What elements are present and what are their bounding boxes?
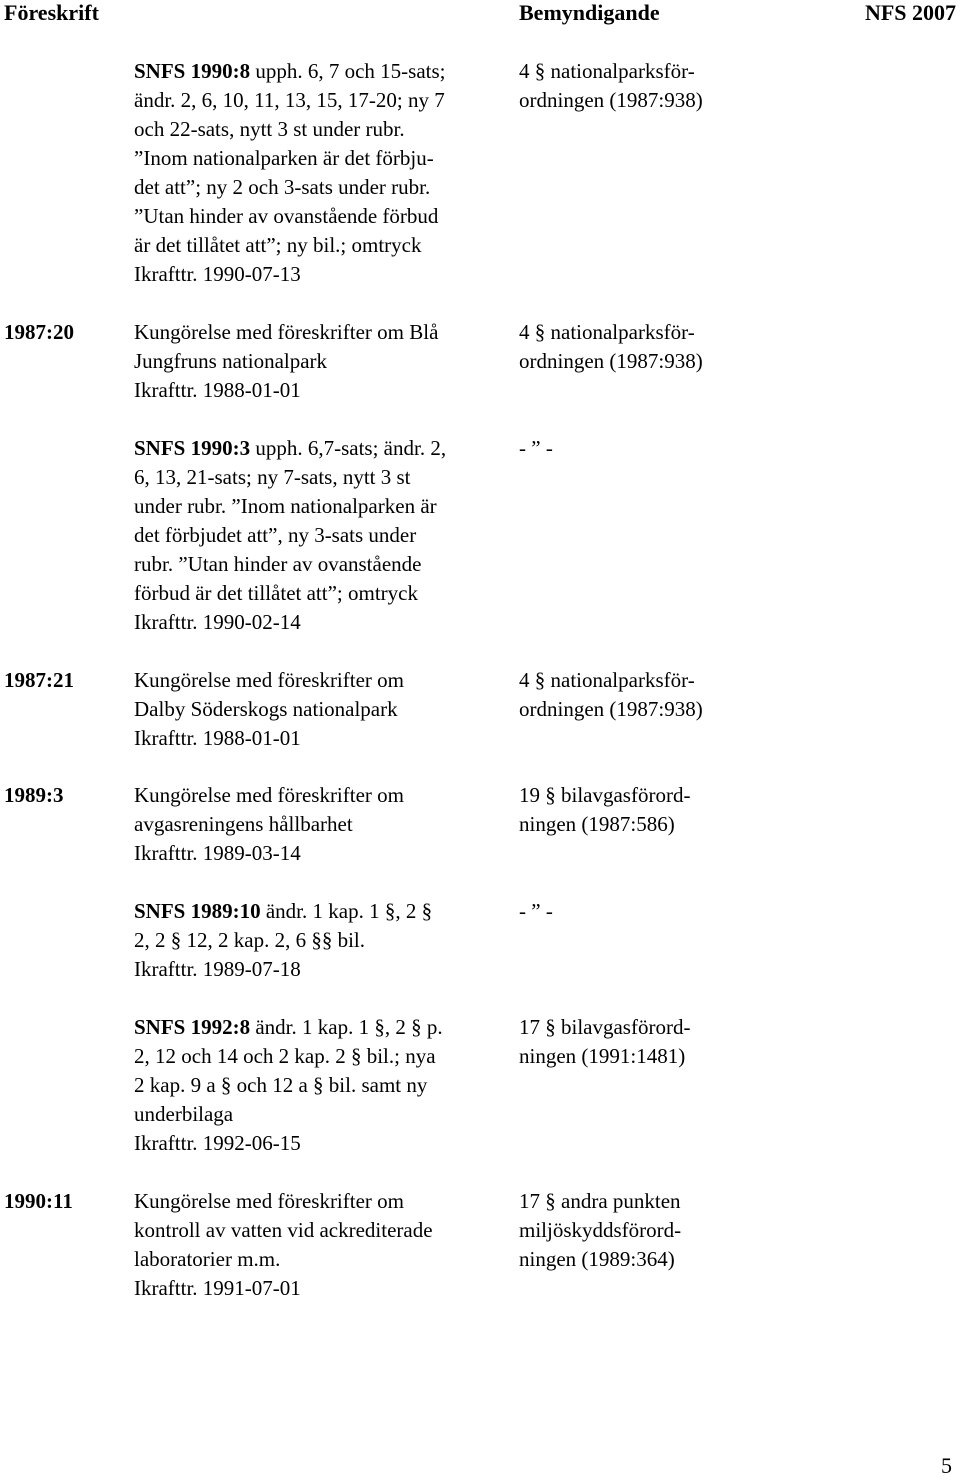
entry-text xyxy=(134,1187,504,1303)
authority-line: ordningen (1987:938) xyxy=(519,349,703,373)
entry-line xyxy=(134,839,504,868)
entry-line xyxy=(134,695,504,724)
authority-line: - ” - xyxy=(519,899,553,923)
header-bemyndigande: Bemyndigande xyxy=(519,0,660,25)
entry-line xyxy=(134,347,504,376)
entry-id: 1987:21 xyxy=(4,668,74,692)
entry-line-text: ändr. 2, 6, 10, 11, 13, 15, 17-20; ny 7 xyxy=(134,88,445,112)
entry-line-text: Ikrafttr. 1991-07-01 xyxy=(134,1276,301,1300)
entry-line-text: 2 kap. 9 a § och 12 a § bil. samt ny xyxy=(134,1073,428,1097)
entry-line xyxy=(134,1187,504,1216)
entry-line-text: Dalby Söderskogs nationalpark xyxy=(134,697,398,721)
entry-authority xyxy=(519,57,779,115)
entry-line-text: ”Inom nationalparken är det förbju- xyxy=(134,146,434,170)
entry-line xyxy=(134,521,504,550)
entry-line-text: laboratorier m.m. xyxy=(134,1247,281,1271)
entry-line xyxy=(134,492,504,521)
entry-text xyxy=(134,897,504,984)
entry-line xyxy=(134,579,504,608)
entry-line-text: Kungörelse med föreskrifter om xyxy=(134,1189,404,1213)
entry-ref: SNFS 1990:8 xyxy=(134,59,251,83)
entry-line-text: Kungörelse med föreskrifter om xyxy=(134,668,404,692)
entry-text xyxy=(134,318,504,405)
entry-line-text: ”Utan hinder av ovanstående förbud xyxy=(134,204,439,228)
entry-id: 1989:3 xyxy=(4,783,64,807)
entry-line xyxy=(134,926,504,955)
entry-line-text: Kungörelse med föreskrifter om Blå xyxy=(134,320,439,344)
header-foreskrift: Föreskrift xyxy=(4,0,99,25)
entry-line-text: ändr. 1 kap. 1 §, 2 § p. xyxy=(250,1015,443,1039)
entry-line xyxy=(134,260,504,289)
entry-line xyxy=(134,1216,504,1245)
entry-line-text: avgasreningens hållbarhet xyxy=(134,812,353,836)
entry-line-text: Ikrafttr. 1989-07-18 xyxy=(134,957,301,981)
entry-line-text: Ikrafttr. 1989-03-14 xyxy=(134,841,301,865)
entry-line-text: Kungörelse med föreskrifter om xyxy=(134,783,404,807)
entry-line xyxy=(134,376,504,405)
authority-line: 19 § bilavgasförord- xyxy=(519,783,691,807)
authority-line: miljöskyddsförord- xyxy=(519,1218,682,1242)
entry-line-text: Jungfruns nationalpark xyxy=(134,349,328,373)
entry-line xyxy=(134,231,504,260)
entry-text xyxy=(134,666,504,753)
entry-line-text: förbud är det tillåtet att”; omtryck xyxy=(134,581,418,605)
entry-authority xyxy=(519,897,779,926)
authority-line: 17 § bilavgasförord- xyxy=(519,1015,691,1039)
entry-text xyxy=(134,1013,504,1158)
entry-authority xyxy=(519,1187,779,1274)
entry-line xyxy=(134,955,504,984)
entry-line xyxy=(134,463,504,492)
entry-line-text: Ikrafttr. 1992-06-15 xyxy=(134,1131,301,1155)
entry-line-text: och 22-sats, nytt 3 st under rubr. xyxy=(134,117,405,141)
entry-ref: SNFS 1992:8 xyxy=(134,1015,251,1039)
entry-line xyxy=(134,434,504,463)
entry-line xyxy=(134,57,504,86)
entry-ref: SNFS 1989:10 xyxy=(134,899,261,923)
entry-line-text: Ikrafttr. 1990-02-14 xyxy=(134,610,301,634)
entry-line-text: är det tillåtet att”; ny bil.; omtryck xyxy=(134,233,422,257)
entry-authority xyxy=(519,434,779,463)
entry-line-text: ändr. 1 kap. 1 §, 2 § xyxy=(260,899,433,923)
entry-id: 1990:11 xyxy=(4,1189,73,1213)
entry-authority xyxy=(519,318,779,376)
authority-line: - ” - xyxy=(519,436,553,460)
entry-line-text: 2, 2 § 12, 2 kap. 2, 6 §§ bil. xyxy=(134,928,365,952)
entry-line xyxy=(134,1071,504,1100)
entry-line-text: Ikrafttr. 1988-01-01 xyxy=(134,378,301,402)
entry-line xyxy=(134,724,504,753)
entry-line xyxy=(134,1013,504,1042)
authority-line: ningen (1989:364) xyxy=(519,1247,675,1271)
authority-line: 17 § andra punkten xyxy=(519,1189,681,1213)
entry-ref: SNFS 1990:3 xyxy=(134,436,251,460)
entry-line-text: 6, 13, 21-sats; ny 7-sats, nytt 3 st xyxy=(134,465,411,489)
entry-id: 1987:20 xyxy=(4,320,74,344)
entry-line xyxy=(134,1129,504,1158)
authority-line: ordningen (1987:938) xyxy=(519,88,703,112)
authority-line: 4 § nationalparksför- xyxy=(519,320,695,344)
entry-line xyxy=(134,1274,504,1303)
entry-authority xyxy=(519,781,779,839)
entry-line xyxy=(134,1042,504,1071)
entry-line xyxy=(134,318,504,347)
entry-line-text: det att”; ny 2 och 3-sats under rubr. xyxy=(134,175,431,199)
entry-line-text: upph. 6,7-sats; ändr. 2, xyxy=(250,436,447,460)
entry-authority xyxy=(519,1013,779,1071)
entry-line xyxy=(134,781,504,810)
page-number: 5 xyxy=(941,1453,952,1478)
entry-line xyxy=(134,202,504,231)
page-header xyxy=(0,0,960,26)
authority-line: ningen (1991:1481) xyxy=(519,1044,686,1068)
entry-line xyxy=(134,810,504,839)
entry-text xyxy=(134,781,504,868)
entry-line xyxy=(134,897,504,926)
entry-line-text: Ikrafttr. 1990-07-13 xyxy=(134,262,301,286)
header-nfs: NFS 2007 xyxy=(864,0,956,25)
entry-line xyxy=(134,86,504,115)
authority-line: 4 § nationalparksför- xyxy=(519,668,695,692)
authority-line: ningen (1987:586) xyxy=(519,812,675,836)
entry-text xyxy=(134,434,504,637)
entry-line xyxy=(134,1245,504,1274)
entry-line xyxy=(134,608,504,637)
entry-line xyxy=(134,115,504,144)
entry-line xyxy=(134,666,504,695)
entry-line-text: underbilaga xyxy=(134,1102,234,1126)
entry-line-text: kontroll av vatten vid ackrediterade xyxy=(134,1218,433,1242)
entry-text xyxy=(134,57,504,289)
entry-line xyxy=(134,550,504,579)
entry-line-text: 2, 12 och 14 och 2 kap. 2 § bil.; nya xyxy=(134,1044,436,1068)
entry-authority xyxy=(519,666,779,724)
entry-line xyxy=(134,173,504,202)
entry-line-text: upph. 6, 7 och 15-sats; xyxy=(250,59,446,83)
authority-line: 4 § nationalparksför- xyxy=(519,59,695,83)
entry-line-text: rubr. ”Utan hinder av ovanstående xyxy=(134,552,422,576)
authority-line: ordningen (1987:938) xyxy=(519,697,703,721)
entry-line-text: under rubr. ”Inom nationalparken är xyxy=(134,494,437,518)
entry-line xyxy=(134,1100,504,1129)
entry-line-text: det förbjudet att”, ny 3-sats under xyxy=(134,523,417,547)
entry-line-text: Ikrafttr. 1988-01-01 xyxy=(134,726,301,750)
entry-line xyxy=(134,144,504,173)
